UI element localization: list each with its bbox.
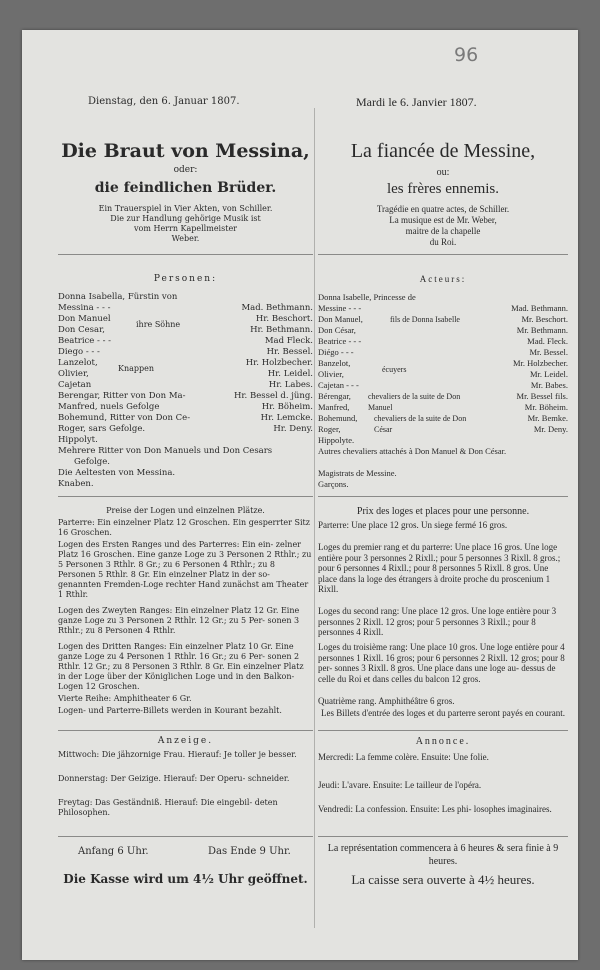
french-prices-heading: Prix des loges et places pour une personne. [356, 506, 530, 517]
french-desc-3: maitre de la chapelle [405, 226, 481, 236]
french-actors-heading: Acteurs: [419, 274, 467, 284]
german-desc-3: vom Herrn Kapellmeister [134, 224, 237, 233]
french-title: La fiancée de Messine, [350, 140, 536, 162]
german-start-time: Anfang 6 Uhr. [78, 846, 149, 857]
german-desc-1: Ein Trauerspiel in Vier Akten, von Schiller. [98, 204, 273, 213]
page-number: 96 [454, 44, 479, 66]
notice-item: Vendredi: La confession. Ensuite: Les phi- losophes imaginaires. [318, 804, 552, 814]
german-oder: oder: [173, 165, 198, 175]
german-desc-4: Weber. [171, 234, 200, 243]
german-end-time: Das Ende 9 Uhr. [208, 846, 291, 857]
notice-item: Donnerstag: Der Geizige. Hierauf: Der Operu- schneider. [58, 774, 290, 783]
price-item: Parterre: Ein einzelner Platz 12 Groschen. Ein gesperrter Sitz 16 Groschen. [58, 518, 310, 537]
price-item: Quatrième rang. Amphithéâtre 6 gros. [318, 696, 455, 706]
price-item: Logen des Dritten Ranges: Ein einzelner Platz 10 Gr. Eine ganze Loge zu 4 Personen 1 Rthlr. 16 Gr.; zu 6 Per- sonen 2 Rthlr. 12 Gr.; zu 8 Personen 3 Rthlr. 8 Gr. Ein einzelner Platz in der Loge über der Königlichen Loge und in den Balkon-Logen 12 Groschen. [58, 642, 304, 691]
cast-extra: Die Aeltesten von Messina. [58, 468, 176, 478]
french-desc-4: du Roi. [429, 237, 457, 247]
cast-group-knappen: Knappen [118, 364, 155, 373]
cast-group-sons: fils de Donna Isabelle [390, 315, 460, 324]
cast-extra: Autres chevaliers attachés à Don Manuel & Don César. [318, 446, 507, 456]
cast-group-suite-manuel: chevaliers de la suite de Don Manuel [368, 392, 461, 412]
french-performance-time: La représentation commencera à 6 heures & sera finie à 9 heures. [327, 843, 559, 867]
price-item: Loges du premier rang et du parterre: Une place 16 gros. Une loge entière pour 3 personnes 2 Rixll.; pour 5 personnes 3 Rixll. 8 gros.; pour 6 personnes 4 Rixll.; pour 8 personnes 5 Rixll. 8 gros. Une place dans la loge des étrangers à droite proche du proscenium 1 Rixll. [318, 542, 561, 594]
french-subtitle: les frères ennemis. [386, 181, 500, 197]
cast-group-suite-cesar: chevaliers de la suite de Don César [374, 414, 467, 434]
notice-item: Mittwoch: Die jähzornige Frau. Hierauf: Je toller je besser. [58, 750, 297, 759]
notice-item: Freytag: Das Geständniß. Hierauf: Die eingebil- deten Philosophen. [58, 798, 278, 817]
french-date: Mardi le 6. Janvier 1807. [356, 95, 477, 109]
price-item: Logen- und Parterre-Billets werden in Kourant bezahlt. [58, 706, 282, 715]
price-item: Les Billets d'entrée des loges et du parterre seront payés en courant. [320, 708, 566, 718]
price-item: Parterre: Une place 12 gros. Un siege fermé 16 gros. [318, 520, 508, 530]
rule [58, 254, 313, 255]
french-ou: ou: [436, 167, 450, 178]
cast-extra: Magistrats de Messine. [318, 468, 397, 478]
rule [318, 254, 568, 255]
french-box-office: La caisse sera ouverte à 4½ heures. [351, 872, 535, 887]
notice-item: Jeudi: L'avare. Ensuite: Le tailleur de l'opéra. [318, 780, 482, 790]
german-subtitle: die feindlichen Brüder. [94, 180, 277, 196]
rule [58, 836, 313, 837]
german-date: Dienstag, den 6. Januar 1807. [88, 96, 240, 107]
cast-extra: Knaben. [58, 479, 94, 489]
rule [318, 836, 568, 837]
german-prices-heading: Preise der Logen und einzelnen Plätze. [106, 506, 265, 515]
german-desc-2: Die zur Handlung gehörige Musik ist [110, 214, 261, 223]
price-item: Logen des Ersten Ranges und des Parterres: Ein ein- zelner Platz 16 Groschen. Eine ganze Loge zu 3 Personen 2 Rthlr.; zu 5 Personen 3 Rthlr. 8 Gr.; zu 6 Personen 4 Rthlr.; zu 8 Personen 5 Rthlr. 8 Gr. Ein einzelner Platz in der so- genannten Fremden-Loge rechter Hand zunächst am Theater 1 Rthlr. [58, 540, 312, 599]
german-persons-heading: Personen: [153, 274, 218, 284]
rule [318, 730, 568, 731]
german-title: Die Braut von Messina, [61, 140, 310, 162]
german-notice-heading: Anzeige. [157, 736, 214, 746]
rule [318, 496, 568, 497]
price-item: Vierte Reihe: Amphitheater 6 Gr. [58, 694, 192, 703]
rule [58, 730, 313, 731]
column-divider [314, 108, 315, 928]
french-desc-1: Tragédie en quatre actes, de Schiller. [376, 204, 510, 214]
playbill-sheet: 96 Dienstag, den 6. Januar 1807. Die Braut von Messina, oder: die feindlichen Brüder. Ein Trauerspiel in Vier Akten, von Schiller. Die zur Handlung gehörige Musik ist vom Herrn Kapellmeister Weber. Personen: Donna Isabella, Fürstin von Messina - - - Mad. Bethmann. Don Manuel Hr. Beschort. Don Cesar, Hr. Bethmann. ihre Söhne Beatrice - - - Mad Fleck. Diego - - - Hr. Bessel. Lanzelot, Hr. Holzbecher. Olivier, Hr. Leidel. Knappen Cajetan Hr. Labes. Berengar, Ritter von Don Ma- Hr. Bessel d. jüng. Manfred, nuels Gefolge Hr. Böheim. Bohemund, Ritter von Don Ce- Hr. Lemcke. Roger, sars Gefolge. Hr. Deny. Hippolyt. Mehrere Ritter von Don Manuels und Don Cesars Gefolge. Die Aeltesten von Messina. Knaben. Preise der Logen und einzelnen Plätze. Parterre: Ein einzelner Platz 12 Groschen. Ein gesperrter Sitz 16 Groschen. Logen des Ersten Ranges und des Parterres: Ein ein- zelner Platz 16 Groschen. Eine ganze Loge zu 3 Personen 2 Rthlr.; zu 5 Personen 3 Rthlr. 8 Gr.; zu 6 Personen 4 Rthlr.; zu 8 Personen 5 Rthlr. 8 Gr. Ein einzelner Platz in der so- genannten Fremden-Loge rechter Hand zunächst am Theater 1 Rthlr. Logen des Zweyten Ranges: Ein einzelner Platz 12 Gr. Eine ganze Loge zu 3 Personen 2 Rthlr. 12 Gr.; zu 5 Per- sonen 3 Rthlr.; zu 8 Personen 4 Rthlr. Logen des Dritten Ranges: Ein einzelner Platz 10 Gr. Eine ganze Loge zu 4 Personen 1 Rthlr. 16 Gr.; zu 6 Per- sonen 2 Rthlr. 12 Gr.; zu 8 Personen 3 Rthlr. 8 Gr. Ein einzelner Platz in der Loge über der Königlichen Loge und in den Balkon-Logen 12 Groschen. Vierte Reihe: Amphitheater 6 Gr. Logen- und Parterre-Billets werden in Kourant bezahlt. Anzeige. Mittwoch: Die jähzornige Frau. Hierauf: Je toller je besser. Donnerstag: Der Geizige. Hierauf: Der Operu- schneider. Freytag: Das Geständniß. Hierauf: Die eingebil- deten Philosophen. Anfang 6 Uhr. Das Ende 9 Uhr. Die Kasse wird um 4½ Uhr geöffnet. Mardi le 6. Janvier 1807. La fiancée de Messine, ou: les frères ennemis. Tragédie en quatre actes, de Schiller. La musique est de Mr. Weber, maitre de la chapelle du Roi. Acteurs: Donna Isabelle, Princesse de Messine - - - Mad. Bethmann. Don Manuel, Mr. Beschort. Don César, Mr. Bethmann. fils de Donna Isabelle Beatrice - - - Mad. Fleck. Diégo - - - Mr. Bessel. Banzelot, Mr. Holzbecher. Olivier, Mr. Leidel. écuyers Cajetan - - - Mr. Babes. Bérengar, Mr. Bessel fils. Manfred, Mr. Böheim. chevaliers de la suite de Don Manuel Bohemund, Mr. Bemke. Roger, Mr. Deny. chevaliers de la suite de Don César Hippolyte. Autres chevaliers attachés à Don Manuel & Don César. Magistrats de Messine. Garçons. Prix des loges et places pour une personne. Parterre: Une place 12 gros. Un siege fermé 16 gros. Loges du premier rang et du parterre: Une place 16 gros. Une loge entière pour 3 personnes 2 Rixll.; pour 5 personnes 3 Rixll. 8 gros.; pour 6 personnes 4 Rixll.; pour 8 personnes 5 Rixll. 8 gros. Une place dans la loge des étrangers à droite proche du proscenium 1 Rixll. Loges du second rang: Une place 12 gros. Une loge entière pour 3 personnes 2 Rixll. 12 gros; pour 5 personnes 3 Rixll.; pour 8 personnes 4 Rixll. Loges du troisième rang: Une place 10 gros. Une loge entière pour 4 personnes 1 Rixll. 16 gros; pour 6 personnes 2 Rixll. 12 gros; pour 8 per- sonnes 3 Rixll. 8 gros. Une place dans une loge au- dessus de celle du Roi et dans celles du balcon 12 gros. Quatrième rang. Amphithéâtre 6 gros. Les Billets d'entrée des loges et du parterre seront payés en courant. Annonce. Mercredi: La femme colère. Ensuite: Une folie. Jeudi: L'avare. Ensuite: Le tailleur de l'opéra. Vendredi: La confession. Ensuite: Les phi- losophes imaginaires. La représentation commencera à 6 heures & sera finie à 9 heures. La caisse sera ouverte à 4½ heures. [22, 30, 578, 960]
price-item: Loges du troisième rang: Une place 10 gros. Une loge entière pour 4 personnes 1 Rixll. 16 gros; pour 6 personnes 2 Rixll. 12 gros; pour 8 per- sonnes 3 Rixll. 8 gros. Une place dans une loge au- dessus de celle du Roi et dans celles du balcon 12 gros. [318, 642, 565, 684]
cast-group-ecuyers: écuyers [382, 365, 407, 374]
notice-item: Mercredi: La femme colère. Ensuite: Une folie. [318, 752, 489, 762]
french-desc-2: La musique est de Mr. Weber, [389, 215, 497, 225]
cast-group-sons: ihre Söhne [136, 320, 181, 329]
price-item: Loges du second rang: Une place 12 gros. Une loge entière pour 3 personnes 2 Rixll. 12 gros; pour 5 personnes 3 Rixll.; pour 8 personnes 4 Rixll. [318, 606, 557, 637]
cast-extra: Mehrere Ritter von Don Manuels und Don Cesars [58, 446, 273, 456]
rule [58, 496, 313, 497]
german-box-office: Die Kasse wird um 4½ Uhr geöffnet. [63, 872, 308, 886]
price-item: Logen des Zweyten Ranges: Ein einzelner Platz 12 Gr. Eine ganze Loge zu 3 Personen 2 Rthlr. 12 Gr.; zu 5 Per- sonen 3 Rthlr.; zu 8 Personen 4 Rthlr. [58, 606, 300, 635]
french-notice-heading: Annonce. [415, 736, 471, 747]
cast-extra: Garçons. [318, 479, 349, 489]
cast-extra: Gefolge. [74, 457, 110, 467]
